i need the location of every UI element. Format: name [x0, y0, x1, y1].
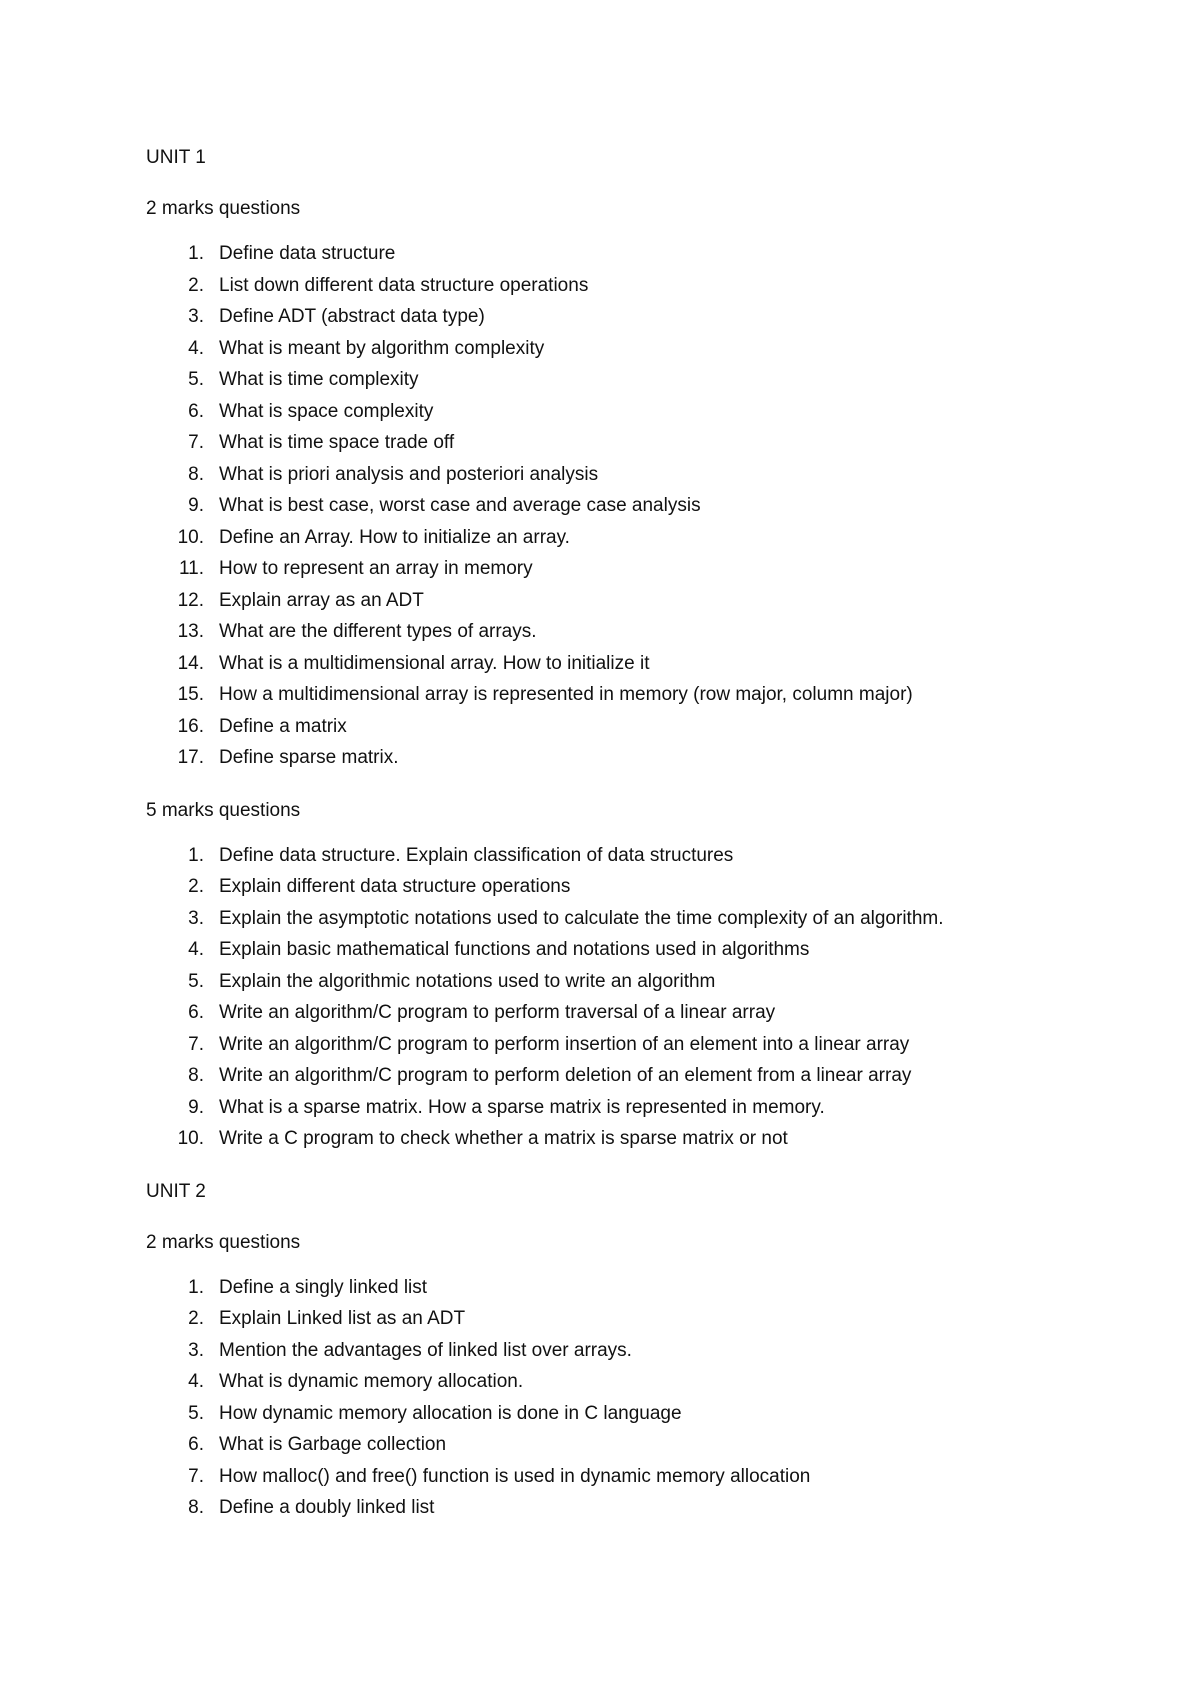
question-item [146, 1123, 1106, 1155]
question-text: What is Garbage collection [219, 1434, 447, 1455]
question-text: Write a C program to check whether a matrix is sparse matrix or not [219, 1128, 788, 1149]
question-item [146, 742, 1106, 774]
question-item [146, 711, 1106, 743]
question-number: 4. [188, 1371, 204, 1392]
question-item [146, 553, 1106, 585]
question-number: 10. [177, 1128, 204, 1149]
question-number: 14. [177, 652, 204, 674]
question-number: 15. [177, 684, 204, 705]
question-list [146, 1272, 1106, 1524]
question-item [146, 522, 1106, 554]
question-text: Write an algorithm/C program to perform insertion of an element into a linear array [219, 1033, 910, 1055]
question-number: 8. [188, 1065, 204, 1086]
document-content [146, 146, 1106, 1549]
question-number: 6. [188, 400, 204, 422]
question-number: 6. [188, 1434, 204, 1455]
question-item [146, 1492, 1106, 1524]
question-item [146, 903, 1106, 935]
question-number: 7. [188, 432, 204, 453]
question-number: 2. [188, 876, 204, 897]
question-number: 7. [188, 1033, 204, 1055]
question-list [146, 840, 1106, 1155]
question-item [146, 301, 1106, 333]
unit-1-two-marks-section [146, 197, 1106, 774]
unit-title: UNIT 2 [146, 1180, 206, 1202]
question-item [146, 1461, 1106, 1493]
question-item [146, 1060, 1106, 1092]
question-item [146, 1303, 1106, 1335]
question-item [146, 490, 1106, 522]
question-number: 4. [188, 337, 204, 359]
question-item [146, 1398, 1106, 1430]
question-number: 5. [188, 369, 204, 390]
section-title: 5 marks questions [146, 799, 301, 821]
unit-1 [146, 146, 1106, 1155]
question-text: Define data structure [219, 243, 396, 264]
question-item [146, 997, 1106, 1029]
question-text: How malloc() and free() function is used in dynamic memory allocation [219, 1465, 811, 1487]
question-item [146, 364, 1106, 396]
question-number: 5. [188, 1402, 204, 1424]
question-text: Define ADT (abstract data type) [219, 306, 485, 327]
question-text: Explain basic mathematical functions and notations used in algorithms [219, 939, 810, 960]
question-number: 4. [188, 939, 204, 960]
question-number: 1. [188, 844, 204, 866]
question-text: What is meant by algorithm complexity [219, 337, 545, 359]
question-number: 2. [188, 1308, 204, 1329]
question-text: What are the different types of arrays. [219, 621, 537, 642]
question-item [146, 1092, 1106, 1124]
question-text: Explain the asymptotic notations used to calculate the time complexity of an algorithm. [219, 907, 944, 929]
question-number: 9. [188, 495, 204, 516]
question-text: Explain Linked list as an ADT [219, 1308, 466, 1329]
question-text: Write an algorithm/C program to perform traversal of a linear array [219, 1002, 776, 1023]
question-text: How a multidimensional array is represented in memory (row major, column major) [219, 684, 913, 705]
question-number: 6. [188, 1002, 204, 1023]
question-item [146, 585, 1106, 617]
question-item [146, 1429, 1106, 1461]
question-item [146, 1029, 1106, 1061]
question-text: Mention the advantages of linked list over arrays. [219, 1339, 632, 1361]
question-number: 1. [188, 243, 204, 264]
unit-title: UNIT 1 [146, 147, 206, 168]
question-text: Define a doubly linked list [219, 1497, 435, 1518]
question-number: 3. [188, 306, 204, 327]
question-number: 2. [188, 274, 204, 296]
question-text: How dynamic memory allocation is done in C language [219, 1402, 682, 1424]
question-text: Define an Array. How to initialize an array. [219, 526, 570, 548]
question-number: 5. [188, 970, 204, 992]
question-number: 12. [177, 589, 204, 611]
question-number: 3. [188, 1339, 204, 1361]
question-item [146, 1366, 1106, 1398]
unit-2-two-marks-section [146, 1231, 1106, 1524]
question-number: 3. [188, 907, 204, 929]
question-item [146, 966, 1106, 998]
question-item [146, 427, 1106, 459]
question-item [146, 270, 1106, 302]
question-number: 10. [177, 526, 204, 548]
question-item [146, 459, 1106, 491]
question-text: Explain different data structure operations [219, 876, 571, 897]
question-number: 17. [177, 747, 204, 768]
question-text: How to represent an array in memory [219, 558, 533, 579]
question-text: What is time complexity [219, 369, 419, 390]
question-text: What is a multidimensional array. How to initialize it [219, 652, 650, 674]
question-text: Define sparse matrix. [219, 747, 399, 768]
question-number: 11. [178, 558, 204, 579]
question-text: What is dynamic memory allocation. [219, 1371, 524, 1392]
question-text: What is space complexity [219, 400, 434, 422]
question-item [146, 934, 1106, 966]
question-number: 16. [177, 715, 204, 737]
question-item [146, 1272, 1106, 1304]
section-title: 2 marks questions [146, 1231, 301, 1253]
question-text: Define a matrix [219, 715, 347, 737]
question-item [146, 840, 1106, 872]
question-text: List down different data structure operations [219, 274, 589, 296]
question-item [146, 871, 1106, 903]
unit-2 [146, 1180, 1106, 1524]
question-item [146, 679, 1106, 711]
question-number: 9. [188, 1096, 204, 1118]
question-item [146, 396, 1106, 428]
question-number: 8. [188, 1497, 204, 1518]
question-item [146, 333, 1106, 365]
question-item [146, 238, 1106, 270]
question-number: 7. [188, 1465, 204, 1487]
question-text: Write an algorithm/C program to perform deletion of an element from a linear array [219, 1065, 912, 1086]
question-text: What is a sparse matrix. How a sparse matrix is represented in memory. [219, 1096, 825, 1118]
question-item [146, 616, 1106, 648]
section-title: 2 marks questions [146, 198, 301, 219]
question-text: Define data structure. Explain classification of data structures [219, 844, 734, 866]
question-text: What is time space trade off [219, 432, 455, 453]
question-number: 8. [188, 463, 204, 485]
question-text: What is best case, worst case and average case analysis [219, 495, 701, 516]
question-item [146, 1335, 1106, 1367]
unit-1-five-marks-section [146, 799, 1106, 1155]
question-text: Explain the algorithmic notations used to write an algorithm [219, 970, 716, 992]
question-item [146, 648, 1106, 680]
question-text: Explain array as an ADT [219, 589, 424, 611]
question-text: What is priori analysis and posteriori analysis [219, 463, 599, 485]
question-number: 1. [188, 1276, 204, 1298]
question-list [146, 238, 1106, 774]
question-number: 13. [177, 621, 204, 642]
question-text: Define a singly linked list [219, 1276, 428, 1298]
